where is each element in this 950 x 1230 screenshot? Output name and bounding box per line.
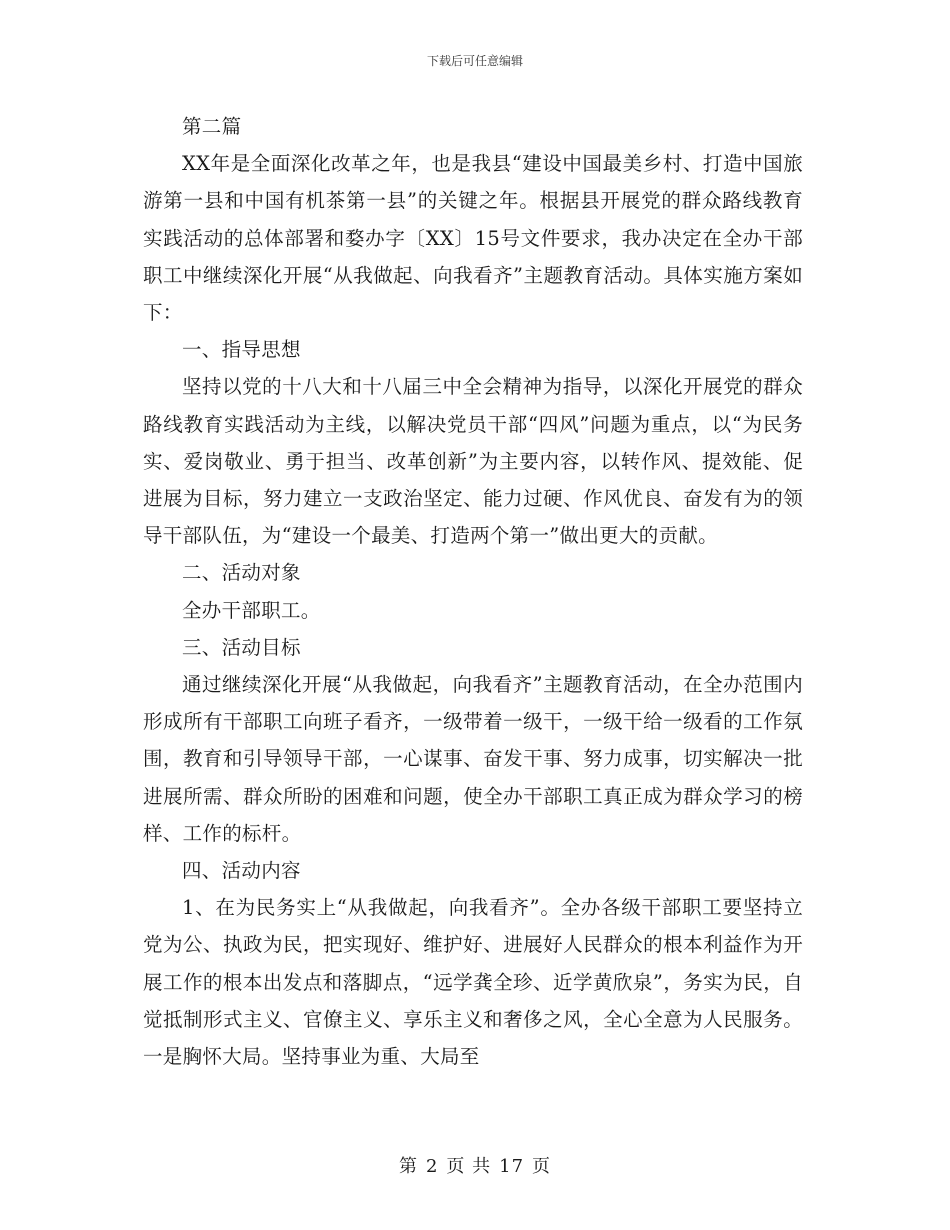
paragraph-activity-goal: 通过继续深化开展“从我做起，向我看齐”主题教育活动，在全办范围内形成所有干部职工向班子看齐，一级带着一级干，一级干给一级看的工作氛围，教育和引导领导干部，一心谋事、奋发干事、努力成事，切实解决一批进展所需、群众所盼的困难和问题，使全办干部职工真正成为群众学习的榜样、工作的标杆。 [143,673,803,845]
page-footer [0,1152,950,1178]
document-body [143,108,803,1075]
paragraph-guiding-ideology: 坚持以党的十八大和十八届三中全会精神为指导，以深化开展党的群众路线教育实践活动为主线，以解决党员干部“四风”问题为重点，以“为民务实、爱岗敬业、勇于担当、改革创新”为主要内容，以转作风、提效能、促进展为目标，努力建立一支政治坚定、能力过硬、作风优良、奋发有为的领导干部队伍，为“建设一个最美、打造两个第一”做出更大的贡献。 [143,375,803,548]
footer-total-pages: 17 [499,1156,525,1177]
footer-middle: 页 共 [446,1156,492,1177]
footer-suffix: 页 [532,1156,552,1177]
footer-prefix: 第 [398,1156,418,1177]
heading-guiding-ideology: 一、指导思想 [182,338,301,362]
section-title: 第二篇 [182,115,242,138]
paragraph-activity-content: 1、在为民务实上“从我做起，向我看齐”。全办各级干部职工要坚持立党为公、执政为民，把实现好、维护好、进展好人民群众的根本利益作为开展工作的根本出发点和落脚点，“远学龚全珍、近学黄欣泉”，务实为民，自觉抵制形式主义、官僚主义、享乐主义和奢侈之风，全心全意为人民服务。一是胸怀大局。坚持事业为重、大局至 [143,896,803,1069]
paragraph-activity-target: 全办干部职工。 [182,598,321,622]
footer-page-number: 2 [425,1156,439,1177]
heading-activity-goal: 三、活动目标 [182,635,301,659]
header-note: 下载后可任意编辑 [426,54,523,68]
paragraph-intro: XX年是全面深化改革之年，也是我县“建设中国最美乡村、打造中国旅游第一县和中国有机茶第一县”的关键之年。根据县开展党的群众路线教育实践活动的总体部署和婺办字〔XX〕15号文件要求，我办决定在全办干部职工中继续深化开展“从我做起、向我看齐”主题教育活动。具体实施方案如下： [143,152,803,325]
heading-activity-content: 四、活动内容 [182,859,301,883]
heading-activity-target: 二、活动对象 [182,561,301,585]
